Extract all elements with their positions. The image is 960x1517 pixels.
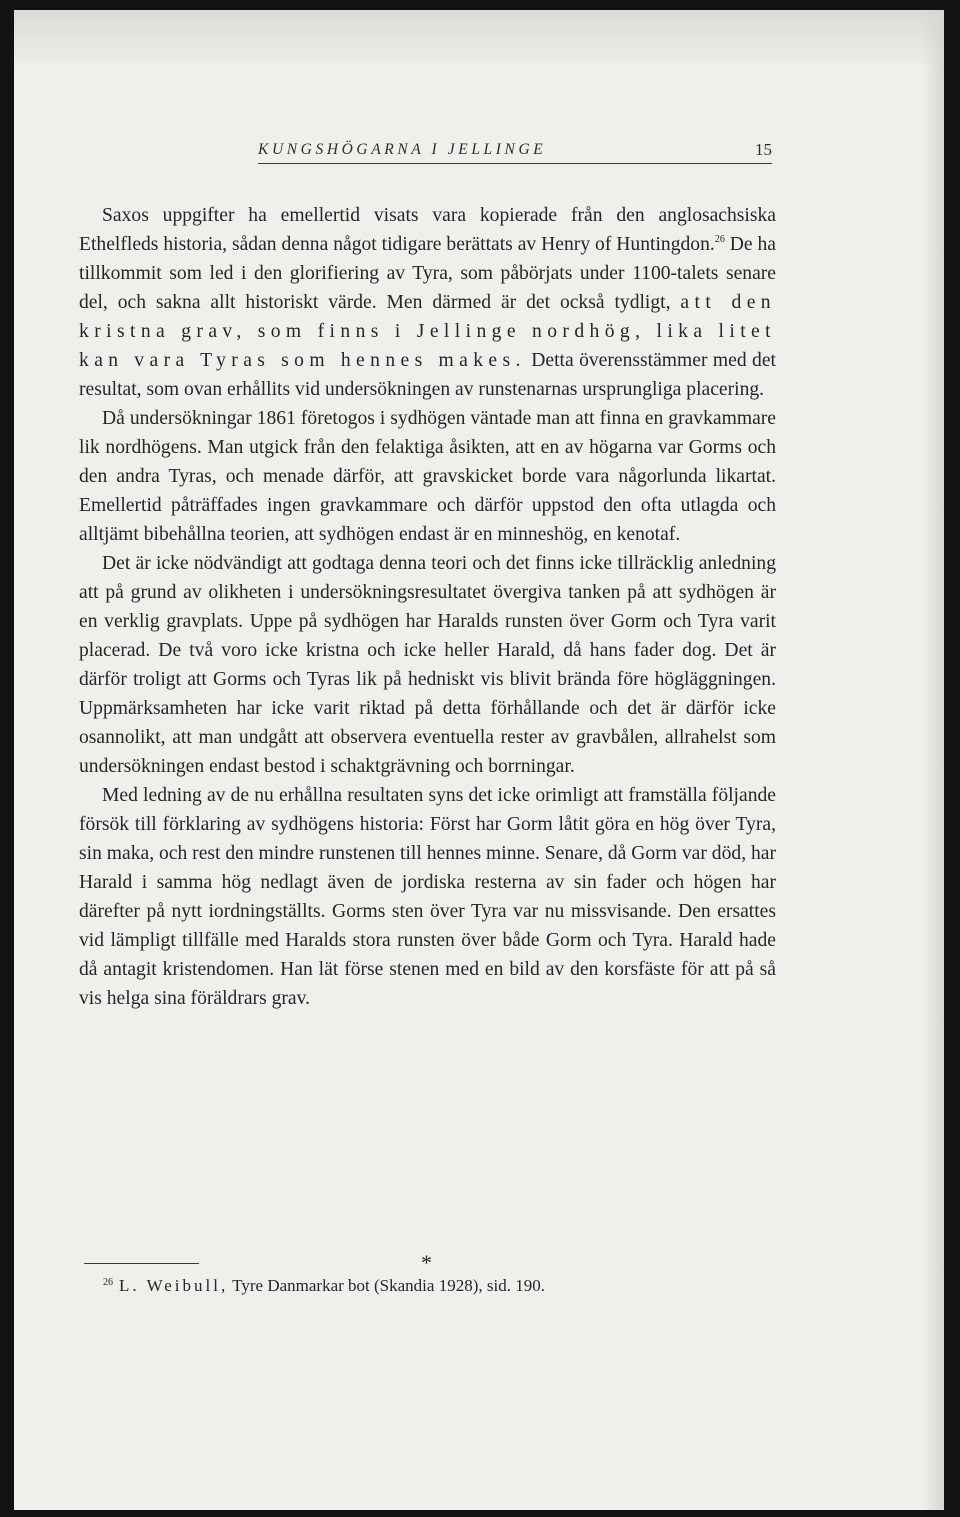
paragraph-1-text-b: De ha tillkommit som led i den glorifiering av Tyra, som påbörjats under 1100-talets senare del, och sakna allt historiskt värde. Men därmed är det också tydligt,: [79, 234, 777, 313]
paragraph-2: Då undersökningar 1861 företogos i sydhögen väntade man att finna en gravkammare lik nordhögens. Man utgick från den felaktiga åsikten, att en av högarna var Gorms och den andra Tyras, och menade därför, att gravskicket borde vara någorlunda likartat. Emellertid påträffades ingen gravkammare och därför uppstod den ofta utlagda och alltjämt bibehållna teorien, att sydhögen endast är en minneshög, en kenotaf.: [79, 408, 776, 545]
page-header: [258, 141, 772, 167]
paragraph-1: [79, 201, 776, 404]
footnote-rule: [84, 1263, 199, 1264]
section-asterisk: *: [421, 1250, 432, 1275]
running-title: KUNGSHÖGARNA I JELLINGE: [258, 141, 547, 158]
footnote-citation: Tyre Danmarkar bot (Skandia 1928), sid. 190.: [228, 1276, 545, 1295]
paragraph-1-text-a: Saxos uppgifter ha emellertid visats vara kopierade från den anglosachsiska Ethelfleds historia, sådan denna något tidigare berättats av Henry of Huntingdon.: [79, 205, 776, 255]
footnote-author: L. Weibull,: [119, 1276, 229, 1295]
paragraph-3: Det är icke nödvändigt att godtaga denna teori och det finns icke tillräcklig anledning att på grund av olikheten i undersökningsresultatet övergiva tanken på att sydhögen är en verklig gravplats. Uppe på sydhögen har Haralds runsten över Gorm och Tyra varit placerad. De två voro icke kristna och icke heller Harald, då hans fader dog. Det är därför troligt att Gorms och Tyras lik på hedniskt vis blivit brända före högläggningen. Uppmärksamheten har icke varit riktad på detta förhållande och det är därför icke osannolikt, att man undgått att observera eventuella rester av gravbålen, allrahelst som undersökningen endast bestod i schaktgrävning och borrningar.: [79, 553, 776, 777]
page-number: 15: [755, 140, 772, 159]
footnote: [103, 1276, 545, 1296]
footnote-marker: 26: [103, 1277, 113, 1288]
footnote-reference: 26: [714, 234, 725, 245]
book-page: [14, 10, 944, 1510]
spaced-emphasis: att den kristna grav, som finns i Jellinge nordhög, lika litet kan vara Tyras som hennes makes.: [79, 292, 776, 371]
paragraph-4: Med ledning av de nu erhållna resultaten syns det icke orimligt att framställa följande försök till förklaring av sydhögens historia: Först har Gorm låtit göra en hög över Tyra, sin maka, och rest den mindre runstenen till hennes minne. Senare, då Gorm var död, har Harald i samma hög nedlagt även de jordiska resterna av sin fader och högen har därefter på nytt iordningställts. Gorms sten över Tyra var nu missvisande. Den ersattes vid lämpligt tillfälle med Haralds stora runsten över både Gorm och Tyra. Harald hade då antagit kristendomen. Han lät förse stenen med en bild av den korsfäste för att på så vis helga sina föräldrars grav.: [79, 785, 777, 1009]
body-text: [79, 201, 776, 1013]
paragraph-1-text-c: Detta överensstämmer med det resultat, som ovan erhållits vid undersökningen av runstenarnas ursprungliga placering.: [79, 350, 776, 400]
header-rule: [258, 163, 772, 164]
